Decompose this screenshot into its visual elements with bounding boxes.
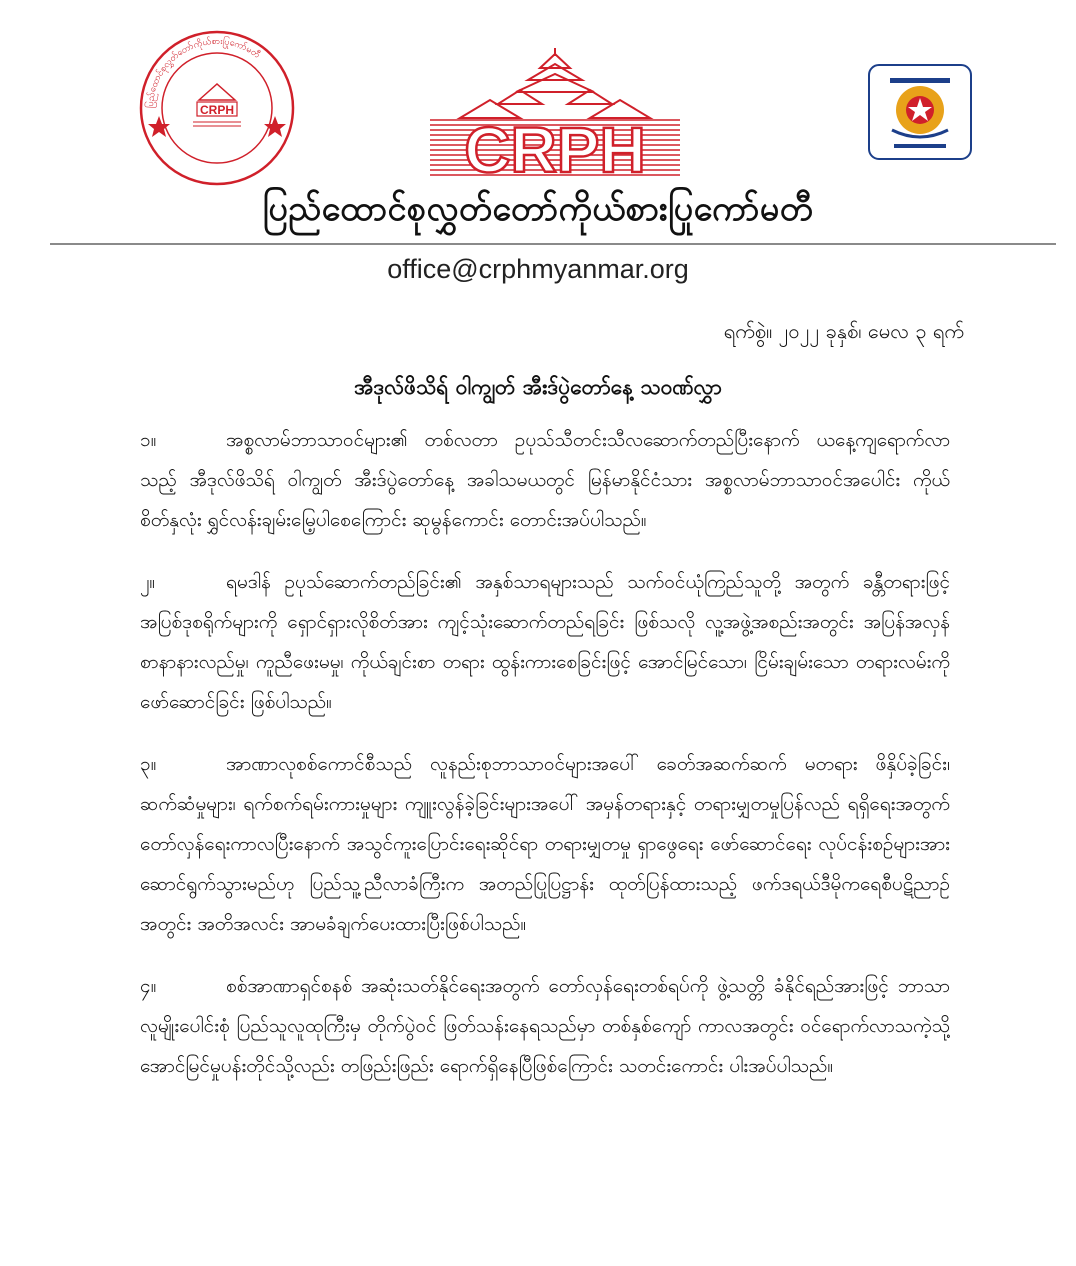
crph-logo — [420, 46, 690, 186]
paragraph-4 — [140, 966, 950, 1086]
document-title: အီဒုလ်ဖိသိရ် ဝါကျွတ် အီးဒ်ပွဲတော်နေ့ သဝဏ်လွှာ — [354, 375, 722, 399]
paragraph-1 — [140, 420, 950, 540]
union-emblem-icon — [868, 64, 972, 160]
svg-text:ပြည်ထောင်စုလွှတ်တော်ကိုယ်စားပြ: ပြည်ထောင်စုလွှတ်တော်ကိုယ်စားပြုကော်မတီ — [145, 36, 262, 109]
paragraph-2 — [140, 562, 950, 722]
paragraph-number: ၃။ — [140, 753, 157, 775]
paragraph-number: ၂။ — [140, 571, 156, 593]
crph-round-seal-icon — [137, 28, 297, 188]
paragraph-text: အစ္စလာမ်ဘာသာဝင်များ၏ တစ်လတာ ဥပုသ်သီတင်းသီလဆောက်တည်ပြီးနောက် ယနေ့ကျရောက်လာသည့် အီဒုလ်ဖိသိရ် ဝါကျွတ် အီးဒ်ပွဲတော်နေ့ အခါသမယတွင် မြန်မာနိုင်ငံသား အစ္စလာမ်ဘာသာဝင်အပေါင်း ကိုယ်စိတ်နှလုံး ရွှင်လန်းချမ်းမြေ့ပါစေကြောင်း ဆုမွန်ကောင်း တောင်းအပ်ပါသည်။ — [140, 429, 950, 531]
paragraph-text: အာဏာလုစစ်ကောင်စီသည် လူနည်းစုဘာသာဝင်များအပေါ် ခေတ်အဆက်ဆက် မတရား ဖိနှိပ်ခဲ့ခြင်း၊ ဆက်ဆံမှုများ၊ ရက်စက်ရမ်းကားမှုများ ကျူးလွန်ခဲ့ခြင်းများအပေါ် အမှန်တရားနှင့် တရားမျှတမှုပြန်လည် ရရှိရေးအတွက် တော်လှန်ရေးကာလပြီးနောက် အသွင်ကူးပြောင်းရေးဆိုင်ရာ တရားမျှတမှု ရှာဖွေရေး ဖော်ဆောင်ရေး လုပ်ငန်းစဉ်များအား ဆောင်ရွက်သွားမည်ဟု ပြည်သူ့ညီလာခံကြီးက အတည်ပြုပြဋ္ဌာန်း ထုတ်ပြန်ထားသည့် ဖက်ဒရယ်ဒီမိုကရေစီပဋိညာဉ်အတွင်း အတိအလင်း အာမခံချက်ပေးထားပြီးဖြစ်ပါသည်။ — [140, 753, 950, 935]
organization-name: ပြည်ထောင်စုလွှတ်တော်ကိုယ်စားပြုကော်မတီ — [262, 189, 814, 229]
header-divider — [50, 243, 1056, 245]
svg-text:CRPH: CRPH — [464, 114, 646, 186]
paragraph-3 — [140, 744, 950, 944]
paragraph-number: ၁။ — [140, 429, 157, 451]
contact-email[interactable]: office@crphmyanmar.org — [387, 254, 689, 284]
svg-text:CRPH: CRPH — [199, 103, 235, 117]
document-body — [140, 420, 950, 1108]
paragraph-text: ရမဒါန် ဥပုသ်ဆောက်တည်ခြင်း၏ အနှစ်သာရများသည် သက်ဝင်ယုံကြည်သူတို့ အတွက် ခန္တီတရားဖြင့် အပြစ်ဒုစရိုက်များကို ရှောင်ရှားလိုစိတ်အား ကျင့်သုံးဆောက်တည်ရခြင်း ဖြစ်သလို လူ့အဖွဲ့အစည်းအတွင်း အပြန်အလှန် စာနာနားလည်မှု၊ ကူညီဖေးမမှု၊ ကိုယ်ချင်းစာ တရား ထွန်းကားစေခြင်းဖြင့် အောင်မြင်သော၊ ငြိမ်းချမ်းသော တရားလမ်းကို ဖော်ဆောင်ခြင်း ဖြစ်ပါသည်။ — [140, 571, 950, 713]
paragraph-text: စစ်အာဏာရှင်စနစ် အဆုံးသတ်နိုင်ရေးအတွက် တော်လှန်ရေးတစ်ရပ်ကို ဖွဲ့သတ္တိ ခံနိုင်ရည်အားဖြင့် ဘာသာလူမျိုးပေါင်းစုံ ပြည်သူလူထုကြီးမှ တိုက်ပွဲဝင် ဖြတ်သန်းနေရသည်မှာ တစ်နှစ်ကျော် ကာလအတွင်း ဝင်ရောက်လာသကဲ့သို့ အောင်မြင်မှုပန်းတိုင်သို့လည်း တဖြည်းဖြည်း ရောက်ရှိနေပြီဖြစ်ကြောင်း သတင်းကောင်း ပါးအပ်ပါသည်။ — [140, 975, 950, 1077]
document-date: ရက်စွဲ။ ၂၀၂၂ ခုနှစ်၊ မေလ ၃ ရက် — [723, 319, 964, 343]
paragraph-number: ၄။ — [140, 975, 157, 997]
